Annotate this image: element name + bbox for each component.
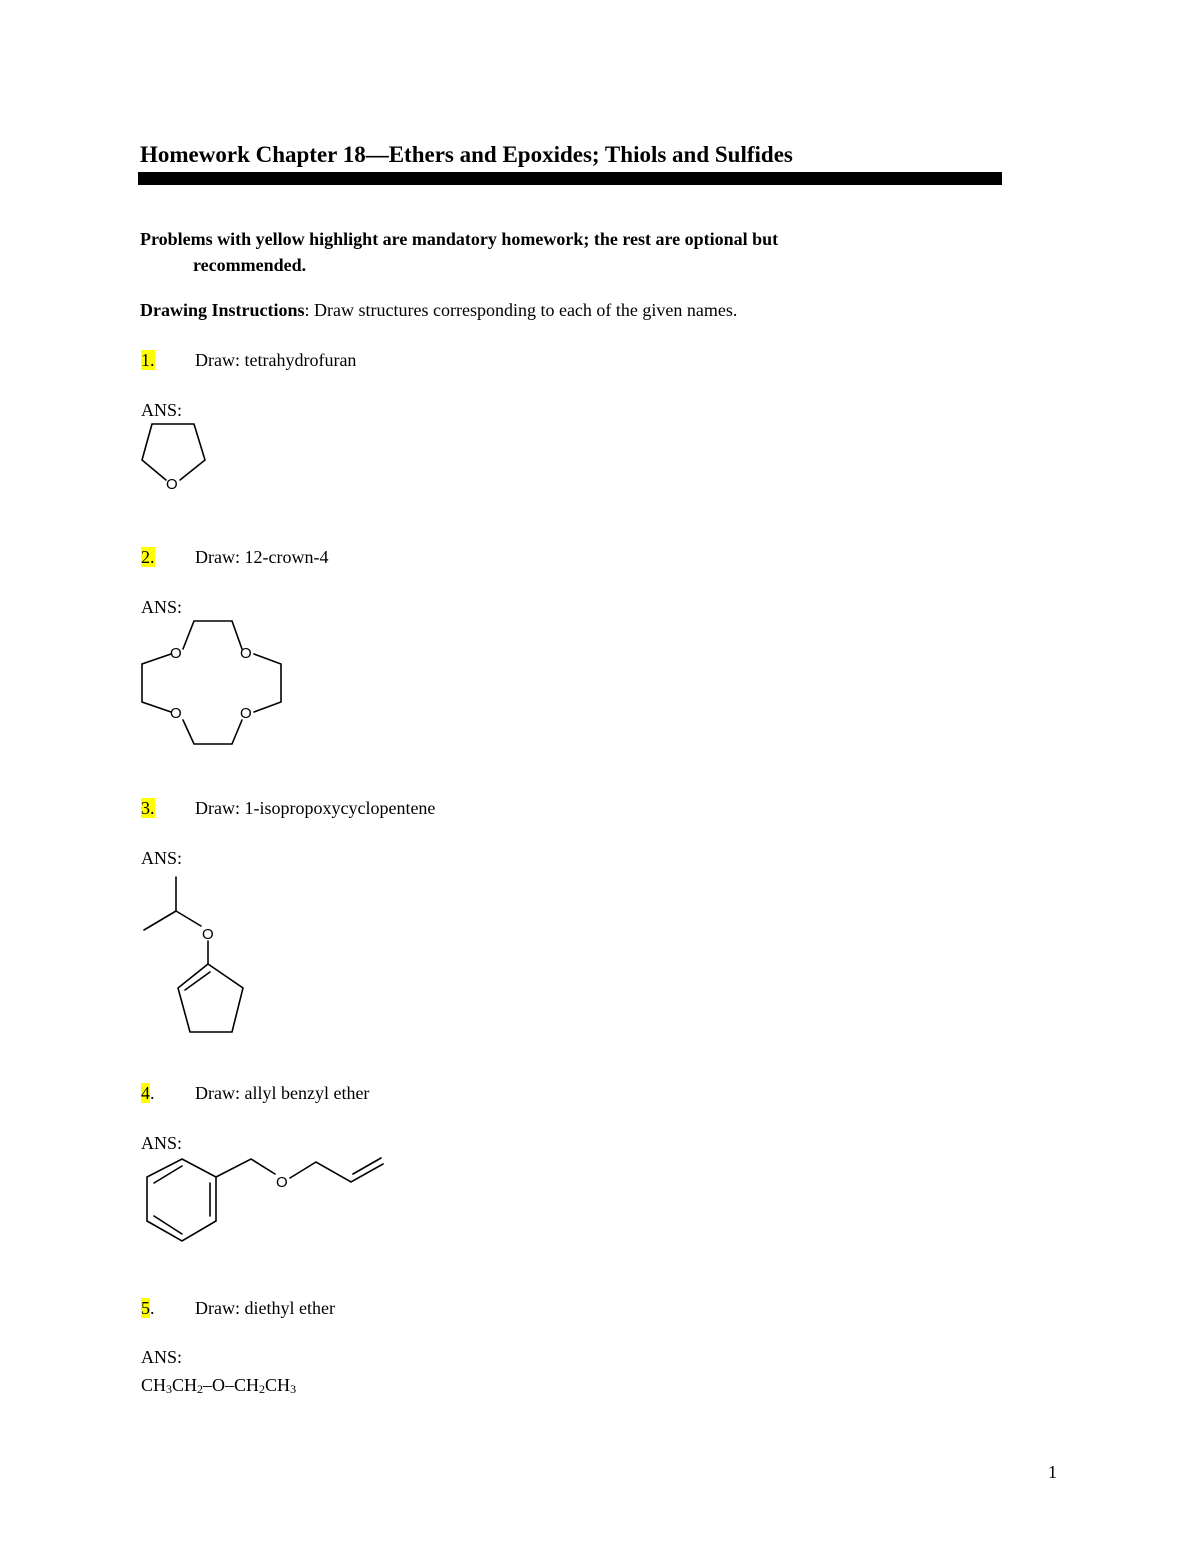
problem-4-number: 4. [141, 1083, 155, 1103]
12-crown-4-structure [130, 612, 300, 752]
mandatory-note [140, 226, 980, 278]
allyl-ether-oxygen-atom: O [276, 1174, 288, 1191]
benzene-double-bond-3 [154, 1216, 182, 1234]
note-line-1: Problems with yellow highlight are mandatory homework; the rest are optional but [140, 229, 779, 249]
crown-oxygen-atom-3: O [170, 705, 182, 722]
isopropyl-oxygen-bond [176, 911, 201, 926]
crown-oxygen-atom-4: O [240, 705, 252, 722]
problem-2-ans-label: ANS: [141, 597, 183, 617]
problem-1-ans-label: ANS: [141, 400, 183, 420]
crown-oxygen-atom-1: O [170, 645, 182, 662]
problem-5-ans-label: ANS: [141, 1347, 183, 1367]
problem-1-prompt: Draw: tetrahydrofuran [195, 350, 357, 370]
cyclopentene-double-bond [185, 972, 210, 990]
benzene-double-bond-1 [154, 1166, 182, 1183]
crown-top-bridge [183, 621, 242, 649]
page-number: 1 [1048, 1462, 1057, 1482]
problem-4-highlight: 4 [141, 1083, 150, 1103]
problem-5-number: 5. [141, 1298, 155, 1318]
allyl-double-bond [353, 1158, 381, 1174]
problem-3-number [141, 798, 155, 819]
problem-3-prompt: Draw: 1-isopropoxycyclopentene [195, 798, 436, 818]
thf-oxygen-atom: O [166, 476, 178, 493]
problem-2-number [141, 547, 155, 568]
title-rule [138, 172, 1002, 185]
thf-ring-bonds [142, 424, 205, 480]
problem-2-highlight: 2. [141, 547, 155, 567]
ether-oxygen-atom: O [202, 926, 214, 943]
page-title: Homework Chapter 18—Ethers and Epoxides; Thiols and Sulfides [140, 142, 793, 167]
instructions-label: Drawing Instructions [140, 300, 305, 320]
tetrahydrofuran-structure [130, 415, 220, 495]
problem-4-prompt: Draw: allyl benzyl ether [195, 1083, 370, 1103]
problem-1-highlight: 1. [141, 350, 155, 370]
benzyl-chain-bonds [216, 1159, 275, 1177]
problem-4-ans-label: ANS: [141, 1133, 183, 1153]
problem-2-prompt: Draw: 12-crown-4 [195, 547, 329, 567]
crown-bottom-bridge [183, 720, 242, 744]
isopropoxycyclopentene-structure [130, 865, 260, 1040]
crown-left-bridge [142, 654, 171, 712]
isopropyl-methyl-left-bond [144, 911, 176, 930]
problem-3-ans-label: ANS: [141, 848, 183, 868]
instructions-text: : Draw structures corresponding to each of the given names. [304, 300, 738, 320]
crown-right-bridge [254, 654, 281, 712]
note-line-2: recommended. [193, 255, 307, 275]
drawing-instructions [140, 300, 737, 321]
cyclopentene-ring-bonds [178, 964, 243, 1032]
benzene-ring [147, 1159, 216, 1241]
allyl-benzyl-ether-structure [130, 1150, 400, 1250]
problem-1-number [141, 350, 155, 371]
problem-5-highlight: 5 [141, 1298, 150, 1318]
diethyl-ether-formula: $CH_3CH_2-O-CH_2CH_3$ [141, 1375, 297, 1396]
problem-3-highlight: 3. [141, 798, 155, 818]
crown-oxygen-atom-2: O [240, 645, 252, 662]
problem-5-prompt: Draw: diethyl ether [195, 1298, 335, 1318]
